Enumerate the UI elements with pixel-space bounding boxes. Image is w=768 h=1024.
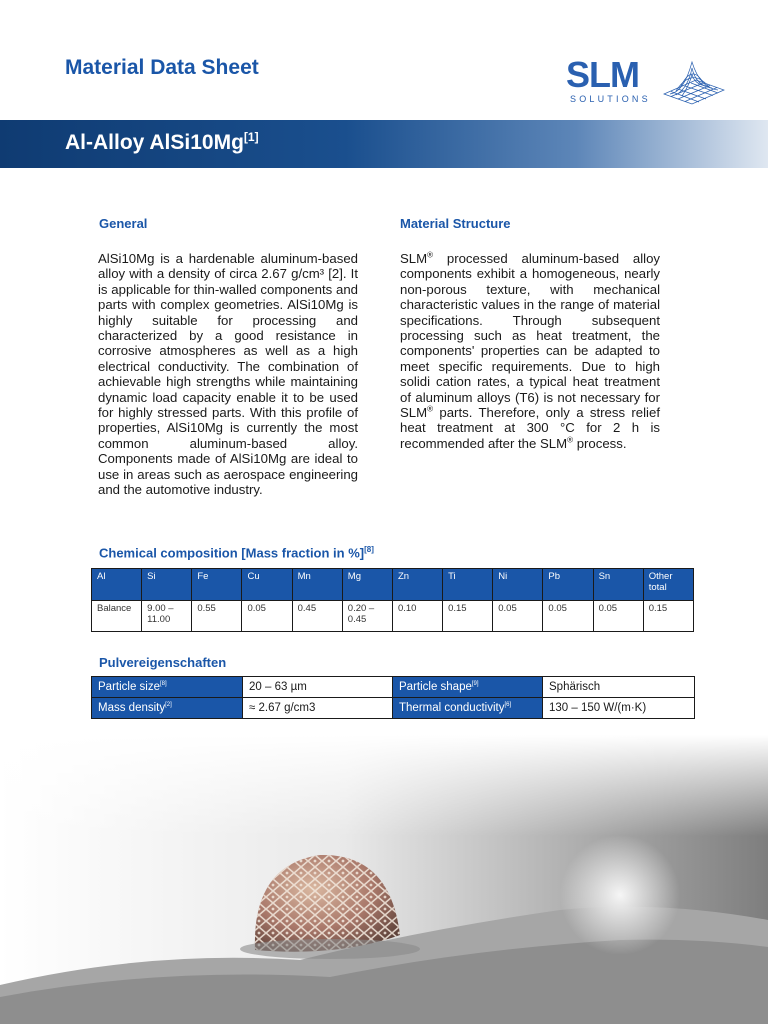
- logo-subtitle: SOLUTIONS: [570, 94, 651, 104]
- registered-mark: ®: [427, 250, 434, 260]
- logo-wordmark: SLM: [566, 54, 639, 95]
- table-header-cell: Zn: [392, 569, 442, 601]
- chemical-heading: [99, 545, 374, 560]
- table-header-cell: Al: [92, 569, 142, 601]
- structure-text-part: SLM: [400, 251, 428, 266]
- mesh-graph-icon: [662, 58, 726, 106]
- property-label: Mass density: [98, 702, 166, 714]
- table-header-cell: Si: [142, 569, 192, 601]
- property-ref: [8]: [160, 681, 167, 688]
- chemical-composition-table: [91, 568, 694, 632]
- lattice-dome-photo: [0, 735, 768, 1024]
- property-label: Particle shape: [399, 681, 472, 693]
- alloy-title: [65, 130, 259, 155]
- general-heading: General: [99, 216, 148, 231]
- table-cell: 0.05: [493, 601, 543, 632]
- alloy-title-ref: [1]: [243, 130, 259, 144]
- table-cell: 0.05: [242, 601, 292, 632]
- table-cell: 0.05: [593, 601, 643, 632]
- table-cell: 0.55: [192, 601, 242, 632]
- sheet-title: Material Data Sheet: [65, 56, 259, 79]
- chemical-heading-text: Chemical composition [Mass fraction in %]: [99, 545, 365, 561]
- structure-text-part: parts. Therefore, only a stress relief heat treatment at 300 °C for 2 h is recommended after the SLM: [400, 405, 660, 451]
- table-row: [92, 698, 695, 719]
- table-header-cell: Ni: [493, 569, 543, 601]
- chemical-heading-ref: [8]: [364, 545, 374, 554]
- property-label: Particle size: [98, 681, 160, 693]
- table-header-row: [92, 569, 694, 601]
- thermal-conductivity-value: 130 – 150 W/(m·K): [543, 698, 695, 719]
- table-header-cell: Ti: [443, 569, 493, 601]
- general-text: AlSi10Mg is a hardenable aluminum-based alloy with a density of circa 2.67 g/cm³ [2]. It is applicable for thin-walled components and parts with complex geometries. AlSi10Mg is highly suitable for processing and characterized by a good resistance in corrosive atmospheres as well as a high electrical conductivity. The combination of achievable high strengths while maintaining dynamic load capacity enable it to be used for highly stressed parts. With this profile of properties, AlSi10Mg is currently the most common aluminum-based alloy. Components made of AlSi10Mg are ideal to use in areas such as aerospace engineering and the automotive industry.: [98, 251, 358, 498]
- particle-shape-label: [393, 677, 543, 698]
- particle-size-value: 20 – 63 µm: [243, 677, 393, 698]
- structure-heading: Material Structure: [400, 216, 511, 231]
- table-cell: 0.05: [543, 601, 593, 632]
- table-header-cell: Mg: [342, 569, 392, 601]
- alloy-title-text: Al-Alloy AlSi10Mg: [65, 131, 244, 154]
- particle-size-label: [92, 677, 243, 698]
- table-header-cell: Mn: [292, 569, 342, 601]
- structure-text: [400, 251, 660, 451]
- thermal-conductivity-label: [393, 698, 543, 719]
- table-cell: 0.45: [292, 601, 342, 632]
- structure-text-part: processed aluminum-based alloy components exhibit a homogeneous, nearly non-porous texture, with mechanical characteristic values in the range of material specifications. Through subsequent processing such as heat treatment, the components' properties can be adapted to meet specific requirements. Due to high solidi cation rates, a typical heat treatment of aluminum alloys (T6) is not necessary for SLM: [400, 251, 660, 421]
- table-header-cell: Cu: [242, 569, 292, 601]
- property-ref: [6]: [504, 702, 512, 709]
- mass-density-label: [92, 698, 243, 719]
- table-row: [92, 677, 695, 698]
- table-header-cell: Pb: [543, 569, 593, 601]
- table-header-cell: Other total: [643, 569, 693, 601]
- table-cell: 9.00 – 11.00: [142, 601, 192, 632]
- powder-properties-table: [91, 676, 695, 719]
- table-cell: 0.15: [443, 601, 493, 632]
- table-header-cell: Sn: [593, 569, 643, 601]
- powder-heading: Pulvereigenschaften: [99, 655, 227, 670]
- particle-shape-value: Sphärisch: [543, 677, 695, 698]
- structure-text-part: process.: [573, 435, 627, 451]
- table-cell: 0.15: [643, 601, 693, 632]
- property-label: Thermal conductivity: [399, 702, 505, 714]
- table-header-cell: Fe: [192, 569, 242, 601]
- table-row: [92, 601, 694, 632]
- registered-mark: ®: [427, 404, 434, 414]
- property-ref: [2]: [165, 702, 172, 709]
- table-cell: Balance: [92, 601, 142, 632]
- property-ref: [9]: [471, 681, 479, 688]
- table-cell: 0.20 – 0.45: [342, 601, 392, 632]
- slm-logo: [566, 54, 726, 108]
- table-cell: 0.10: [392, 601, 442, 632]
- mass-density-value: ≈ 2.67 g/cm3: [243, 698, 393, 719]
- registered-mark: ®: [567, 435, 574, 445]
